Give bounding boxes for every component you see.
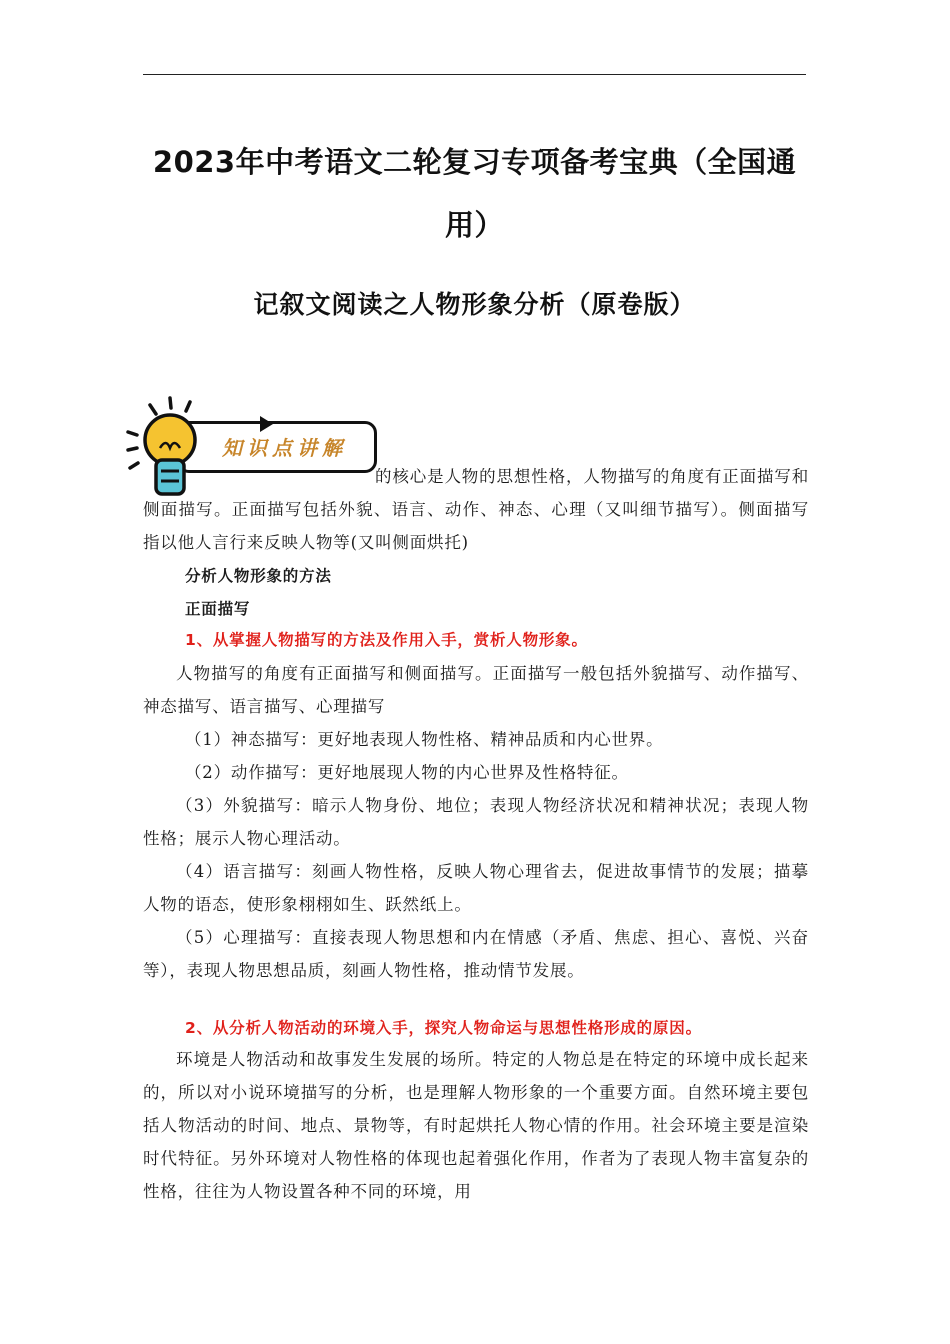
item-psychology: （5）心理描写：直接表现人物思想和内在情感（矛盾、焦虑、担心、喜悦、兴奋等），表现人物思想品质，刻画人物性格，推动情节发展。 xyxy=(143,928,809,980)
front-heading: 正面描写 xyxy=(185,600,251,618)
point2-body: 环境是人物活动和故事发生发展的场所。特定的人物总是在特定的环境中成长起来的，所以对小说环境描写的分析，也是理解人物形象的一个重要方面。自然环境主要包括人物活动的时间、地点、景物等，有时起烘托人物心情的作用。社会环境主要是渲染时代特征。另外环境对人物性格的体现也起着强化作用，作者为了表现人物丰富复杂的性格，往往为人物设置各种不同的环境，用 xyxy=(143,1050,809,1201)
point1-body: 人物描写的角度有正面描写和侧面描写。正面描写一般包括外貌描写、动作描写、神态描写、语言描写、心理描写 xyxy=(143,664,809,716)
page-title-line2: 用） xyxy=(444,208,504,242)
badge-label: 知识点讲解 xyxy=(222,436,347,460)
point1-heading: 1、从掌握人物描写的方法及作用入手，赏析人物形象。 xyxy=(185,631,588,649)
intro-paragraph: 的核心是人物的思想性格，人物描写的角度有正面描写和侧面描写。正面描写包括外貌、语言、动作、神态、心理（又叫细节描写）。侧面描写指以他人言行来反映人物等(又叫侧面烘托) xyxy=(143,467,809,552)
page-title-line1: 2023年中考语文二轮复习专项备考宝典（全国通 xyxy=(152,145,797,179)
page-subtitle: 记叙文阅读之人物形象分析（原卷版） xyxy=(253,290,696,319)
method-heading: 分析人物形象的方法 xyxy=(185,567,332,585)
item-action: （2）动作描写：更好地展现人物的内心世界及性格特征。 xyxy=(185,763,629,782)
item-appearance: （3）外貌描写：暗示人物身份、地位；表现人物经济状况和精神状况；表现人物性格；展示人物心理活动。 xyxy=(143,796,809,848)
item-expression: （1）神态描写：更好地表现人物性格、精神品质和内心世界。 xyxy=(185,730,664,749)
point2-heading: 2、从分析人物活动的环境入手，探究人物命运与思想性格形成的原因。 xyxy=(185,1019,702,1037)
header-rule xyxy=(143,74,806,75)
item-language: （4）语言描写：刻画人物性格，反映人物心理省去，促进故事情节的发展；描摹人物的语态，使形象栩栩如生、跃然纸上。 xyxy=(143,862,809,914)
